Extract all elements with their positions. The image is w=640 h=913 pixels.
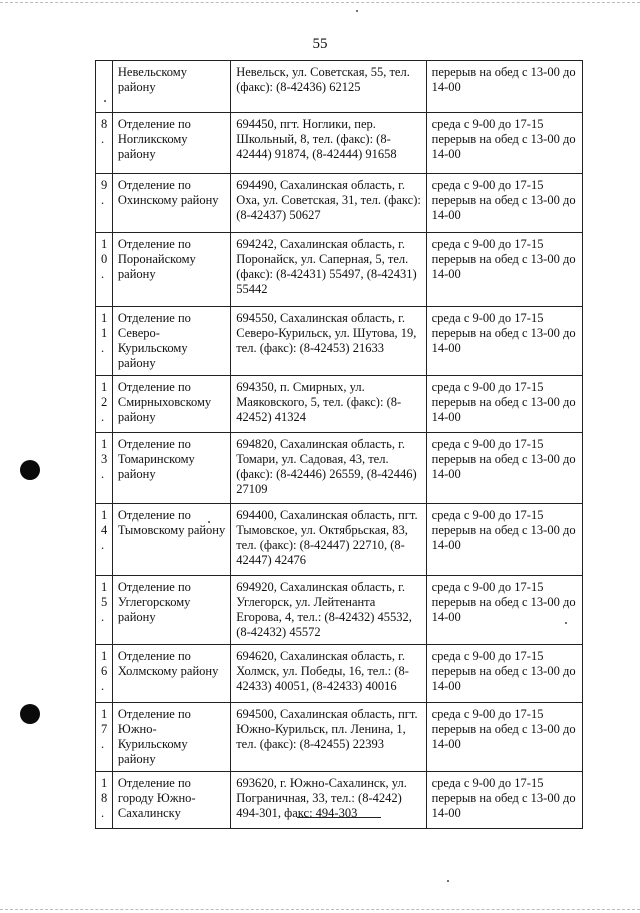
departments-table <box>95 60 583 829</box>
working-schedule: среда с 9-00 до 17-15 перерыв на обед с 13-00 до 14-00 <box>426 113 582 174</box>
working-schedule: среда с 9-00 до 17-15 перерыв на обед с 13-00 до 14-00 <box>426 576 582 645</box>
row-number: 15. <box>96 576 113 645</box>
row-number <box>96 61 113 113</box>
table-row <box>96 174 583 233</box>
address-phone: 694920, Сахалинская область, г. Углегорск, ул. Лейтенанта Егорова, 4, тел.: (8-42432) 45532, (8-42432) 45572 <box>231 576 426 645</box>
row-number: 8. <box>96 113 113 174</box>
scan-speck <box>208 521 210 523</box>
scan-speck <box>565 622 567 624</box>
row-number: 11. <box>96 307 113 376</box>
scan-speck <box>356 10 358 12</box>
table-row <box>96 645 583 703</box>
binder-hole-mark <box>20 460 40 480</box>
address-phone: 693620, г. Южно-Сахалинск, ул. Пограничная, 33, тел.: (8-4242) 494-301, факс: 494-303 <box>231 772 426 829</box>
address-phone: 694550, Сахалинская область, г. Северо-Курильск, ул. Шутова, 19, тел. (факс): (8-42453) 21633 <box>231 307 426 376</box>
table-row <box>96 504 583 576</box>
department-name: Отделение по Холмскому району <box>112 645 230 703</box>
scan-top-edge <box>0 2 640 3</box>
row-number: 17. <box>96 703 113 772</box>
address-phone: 694400, Сахалинская область, пгт. Тымовское, ул. Октябрьская, 83, тел. (факс): (8-42447) 22710, (8-42447) 42476 <box>231 504 426 576</box>
department-name: Отделение по Поронайскому району <box>112 233 230 307</box>
row-number: 18. <box>96 772 113 829</box>
table-row <box>96 233 583 307</box>
row-number: 12. <box>96 376 113 433</box>
scan-bottom-edge <box>0 909 640 910</box>
row-number: 13. <box>96 433 113 504</box>
working-schedule: среда с 9-00 до 17-15 перерыв на обед с 13-00 до 14-00 <box>426 645 582 703</box>
working-schedule: среда с 9-00 до 17-15 перерыв на обед с 13-00 до 14-00 <box>426 772 582 829</box>
department-name: Отделение по Тымовскому району <box>112 504 230 576</box>
address-phone: 694820, Сахалинская область, г. Томари, ул. Садовая, 43, тел. (факс): (8-42446) 26559, (8-42446) 27109 <box>231 433 426 504</box>
row-number: 9. <box>96 174 113 233</box>
working-schedule: перерыв на обед с 13-00 до 14-00 <box>426 61 582 113</box>
working-schedule: среда с 9-00 до 17-15 перерыв на обед с 13-00 до 14-00 <box>426 376 582 433</box>
row-number: 10. <box>96 233 113 307</box>
working-schedule: среда с 9-00 до 17-15 перерыв на обед с 13-00 до 14-00 <box>426 174 582 233</box>
table-row <box>96 433 583 504</box>
table-row <box>96 376 583 433</box>
row-number: 16. <box>96 645 113 703</box>
row-number: 14. <box>96 504 113 576</box>
working-schedule: среда с 9-00 до 17-15 перерыв на обед с 13-00 до 14-00 <box>426 433 582 504</box>
working-schedule: среда с 9-00 до 17-15 перерыв на обед с 13-00 до 14-00 <box>426 703 582 772</box>
table-row <box>96 576 583 645</box>
address-phone: 694620, Сахалинская область, г. Холмск, ул. Победы, 16, тел.: (8-42433) 40051, (8-42433) 40016 <box>231 645 426 703</box>
scan-speck <box>104 100 106 102</box>
binder-hole-mark <box>20 704 40 724</box>
address-phone: Невельск, ул. Советская, 55, тел. (факс): (8-42436) 62125 <box>231 61 426 113</box>
working-schedule: среда с 9-00 до 17-15 перерыв на обед с 13-00 до 14-00 <box>426 233 582 307</box>
department-name: Отделение по Углегорскому району <box>112 576 230 645</box>
department-name: Отделение по городу Южно-Сахалинску <box>112 772 230 829</box>
table-body <box>96 61 583 829</box>
department-name: Отделение по Южно-Курильскому району <box>112 703 230 772</box>
table-row <box>96 113 583 174</box>
address-phone: 694490, Сахалинская область, г. Оха, ул. Советская, 31, тел. (факс): (8-42437) 50627 <box>231 174 426 233</box>
table-row <box>96 772 583 829</box>
end-separator-line <box>297 817 381 818</box>
department-name: Отделение по Охинскому району <box>112 174 230 233</box>
department-name: Невельскому району <box>112 61 230 113</box>
working-schedule: среда с 9-00 до 17-15 перерыв на обед с 13-00 до 14-00 <box>426 504 582 576</box>
page-number: 55 <box>312 36 328 52</box>
address-phone: 694350, п. Смирных, ул. Маяковского, 5, тел. (факс): (8-42452) 41324 <box>231 376 426 433</box>
table-row <box>96 703 583 772</box>
department-name: Отделение по Смирныховскому району <box>112 376 230 433</box>
address-phone: 694242, Сахалинская область, г. Поронайск, ул. Саперная, 5, тел. (факс): (8-42431) 55497, (8-42431) 55442 <box>231 233 426 307</box>
address-phone: 694450, пгт. Ноглики, пер. Школьный, 8, тел. (факс): (8-42444) 91874, (8-42444) 91658 <box>231 113 426 174</box>
scan-speck <box>447 880 449 882</box>
address-phone: 694500, Сахалинская область, пгт. Южно-Курильск, пл. Ленина, 1, тел. (факс): (8-42455) 22393 <box>231 703 426 772</box>
department-name: Отделение по Северо-Курильскому району <box>112 307 230 376</box>
department-name: Отделение по Томаринскому району <box>112 433 230 504</box>
department-name: Отделение по Ногликскому району <box>112 113 230 174</box>
working-schedule: среда с 9-00 до 17-15 перерыв на обед с 13-00 до 14-00 <box>426 307 582 376</box>
table-row <box>96 61 583 113</box>
table-row <box>96 307 583 376</box>
